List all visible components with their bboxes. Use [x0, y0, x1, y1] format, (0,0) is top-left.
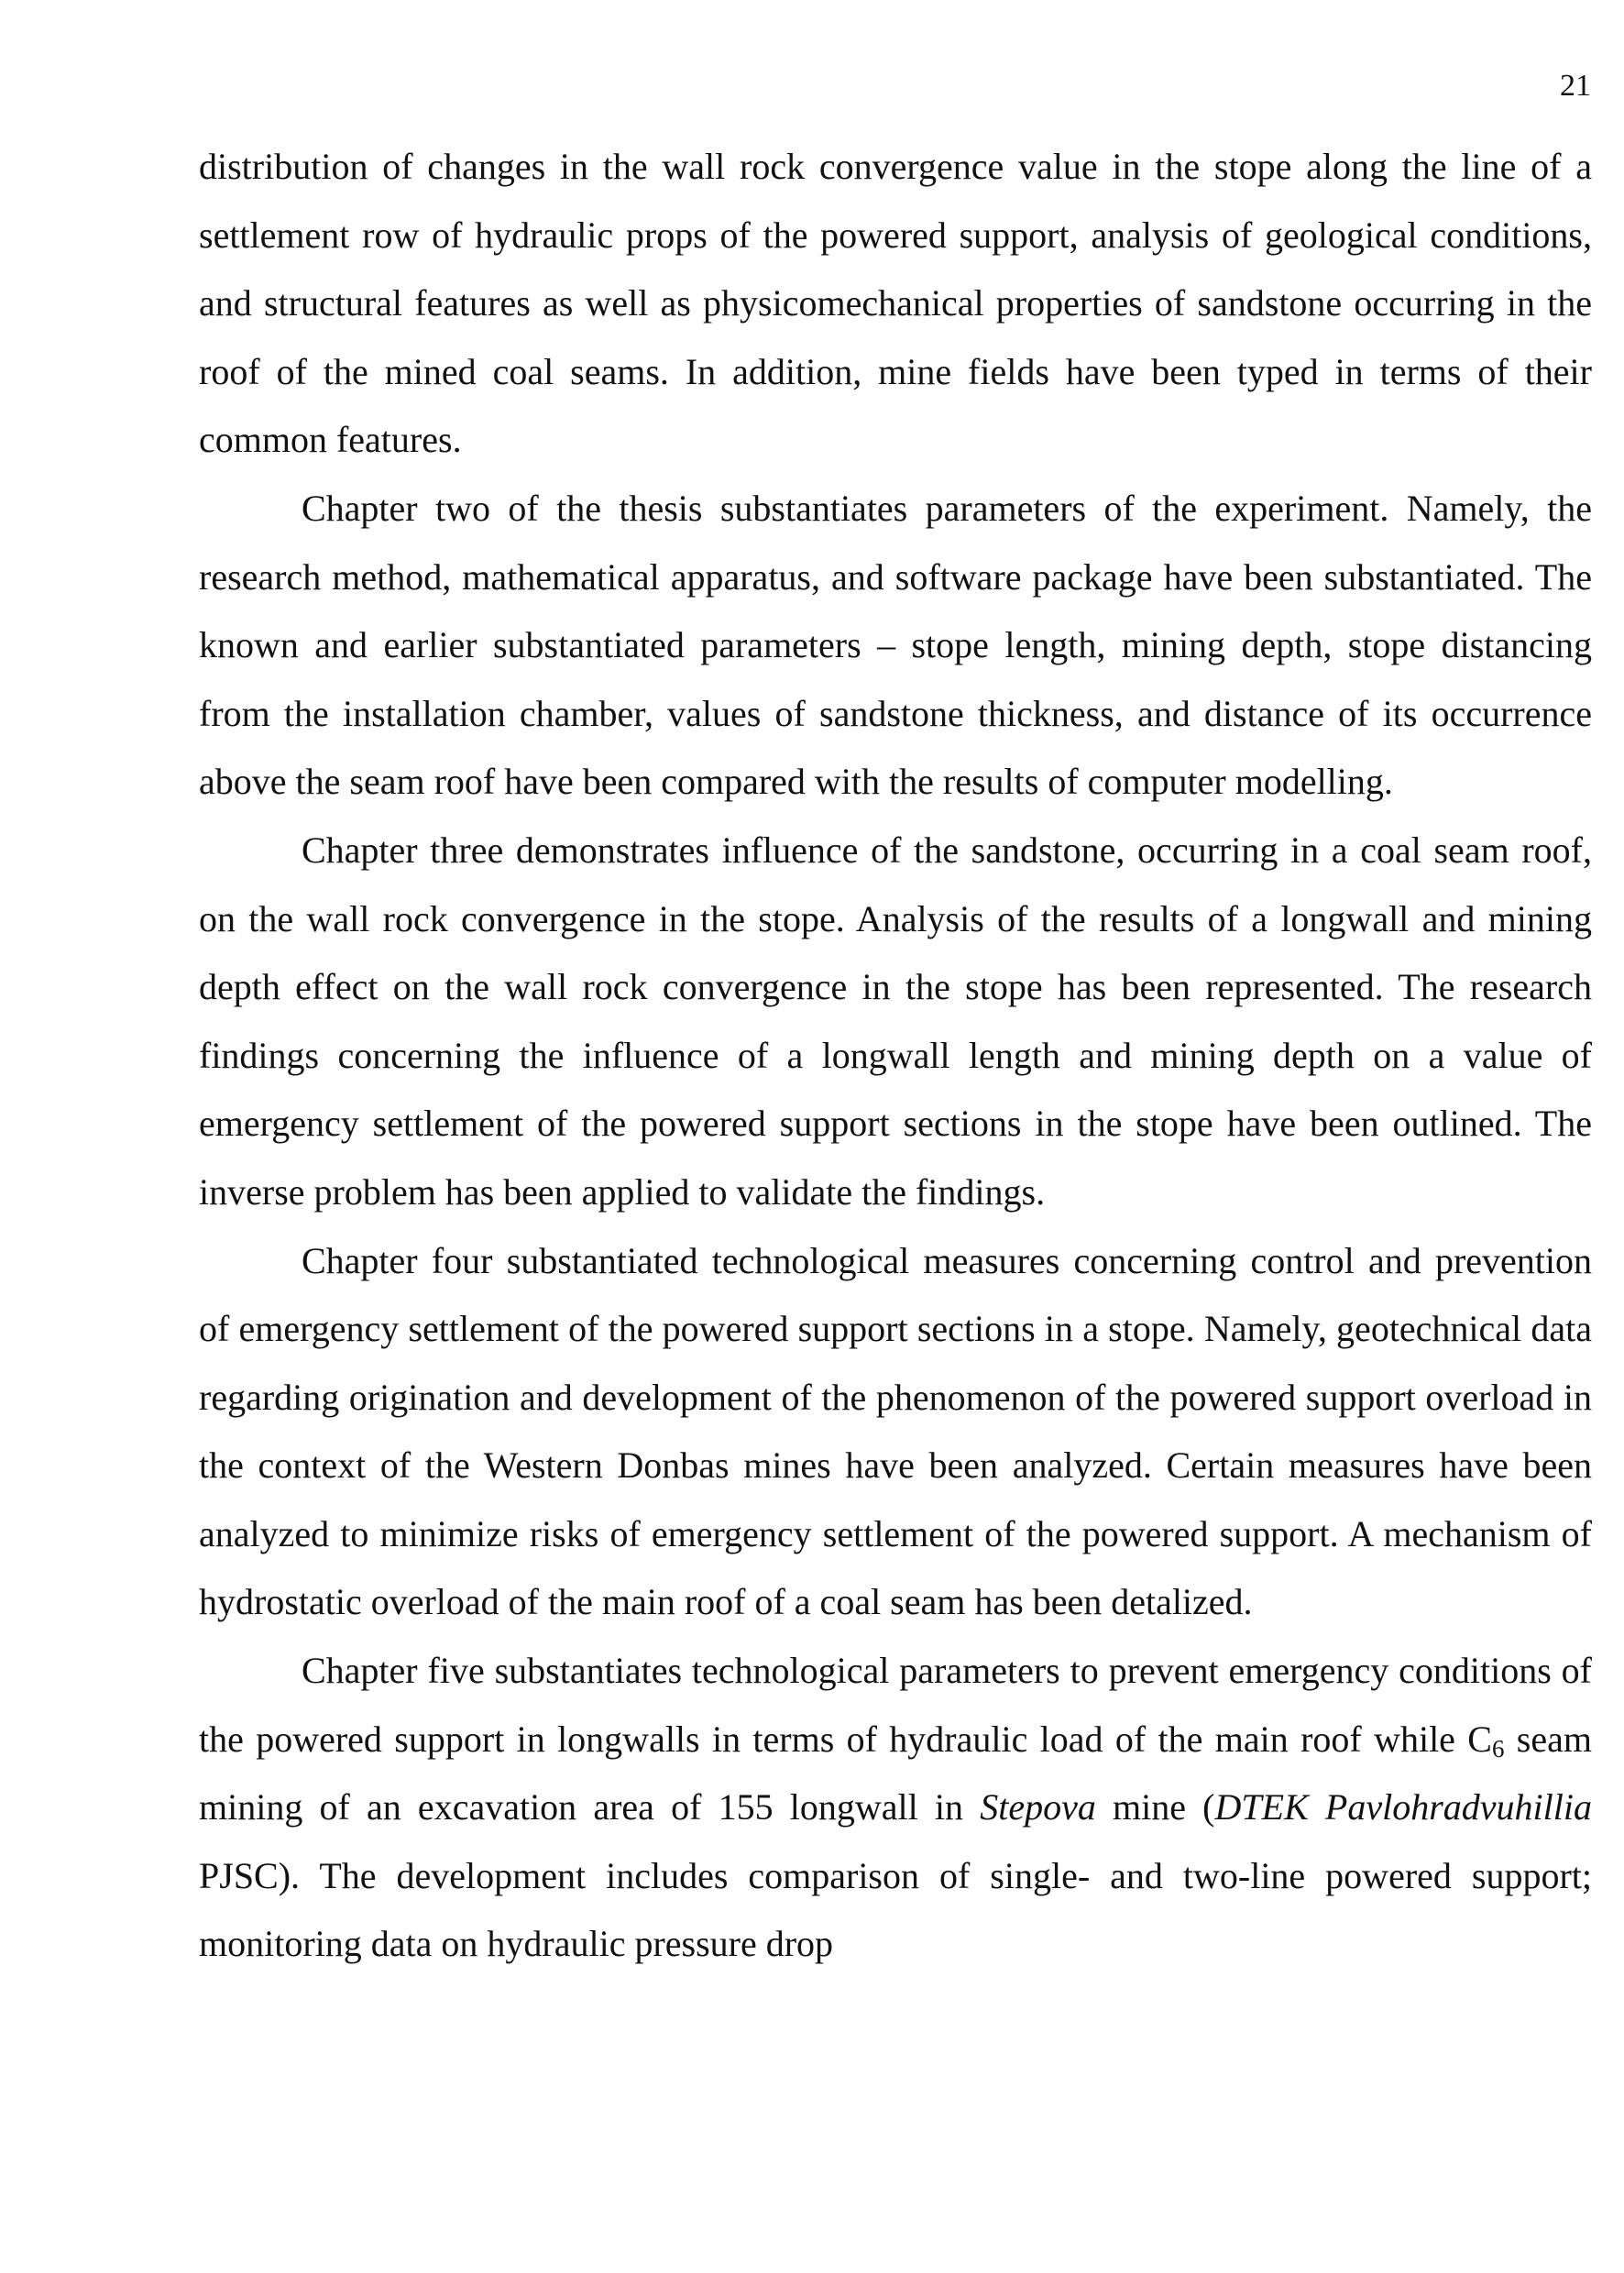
company-name: DTEK Pavlohradvuhillia: [1214, 1786, 1592, 1828]
seam-subscript: 6: [1491, 1734, 1505, 1762]
paragraph-1: distribution of changes in the wall rock convergence value in the stope along the line of a settlement row of hydraulic props of the powered support, analysis of geological conditions, and structural features as well as physicomechanical properties of sandstone occurring in the roof of the mined coal seams. In addition, mine fields have been typed in terms of their common features.: [199, 146, 1592, 461]
paragraph-5-part-2: seam mining of an excavation area of 155 longwall in: [199, 1718, 1592, 1828]
paragraph-5-part-4: PJSC). The development includes comparison of single- and two-line powered support; monitoring data on hydraulic pressure drop: [199, 1854, 1592, 1965]
body-text: [199, 133, 1592, 1979]
paragraph-5-part-1: Chapter five substantiates technological parameters to prevent emergency conditions of the powered support in longwalls in terms of hydraulic load of the main roof while C: [199, 1650, 1592, 1760]
paragraph-5-part-3: mine (: [1095, 1786, 1215, 1828]
paragraph-5: [199, 1637, 1592, 1979]
page-number: 21: [1560, 69, 1591, 103]
paragraph-4: Chapter four substantiated technological measures concerning control and prevention of emergency settlement of the powered support sections in a stope. Namely, geotechnical data regarding origination and development of the phenomenon of the powered support overload in the context of the Western Donbas mines have been analyzed. Certain measures have been analyzed to minimize risks of emergency settlement of the powered support. A mechanism of hydrostatic overload of the main roof of a coal seam has been detalized.: [199, 1239, 1592, 1623]
paragraph-3: Chapter three demonstrates influence of the sandstone, occurring in a coal seam roof, on the wall rock convergence in the stope. Analysis of the results of a longwall and mining depth effect on the wall rock convergence in the stope has been represented. The research findings concerning the influence of a longwall length and mining depth on a value of emergency settlement of the powered support sections in the stope have been outlined. The inverse problem has been applied to validate the findings.: [199, 829, 1592, 1213]
paragraph-2: Chapter two of the thesis substantiates parameters of the experiment. Namely, the research method, mathematical apparatus, and software package have been substantiated. The known and earlier substantiated parameters – stope length, mining depth, stope distancing from the installation chamber, values of sandstone thickness, and distance of its occurrence above the seam roof have been compared with the results of computer modelling.: [199, 487, 1592, 803]
mine-name: Stepova: [980, 1786, 1096, 1828]
